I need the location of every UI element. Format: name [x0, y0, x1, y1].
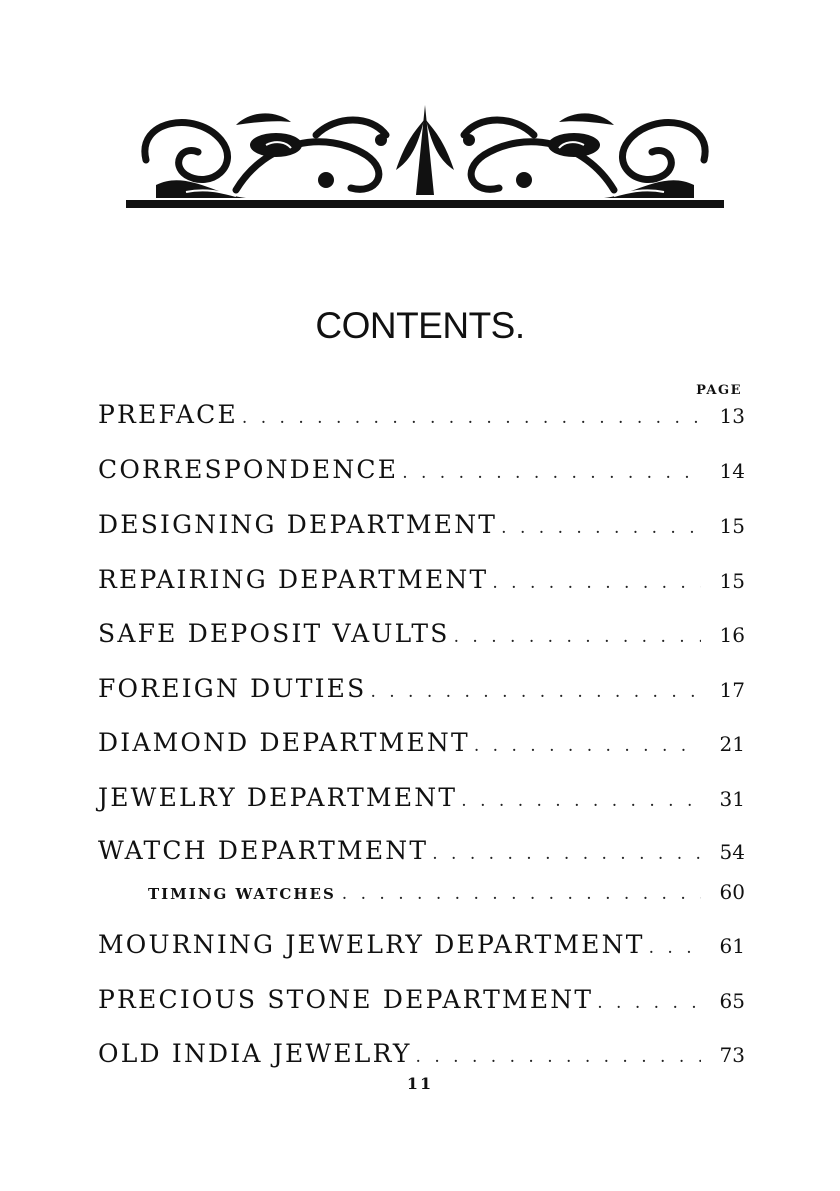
toc-entry-correspondence — [98, 455, 745, 484]
dot-leader — [454, 627, 701, 647]
toc-entry-watch-department — [98, 836, 745, 865]
toc-entry-page: 17 — [719, 678, 745, 702]
dot-leader — [370, 682, 701, 702]
toc-entry-mourning-jewelry-department — [98, 930, 745, 959]
dot-leader — [432, 844, 701, 864]
toc-entry-label: CORRESPONDENCE — [98, 455, 399, 484]
toc-entry-label: FOREIGN DUTIES — [98, 674, 367, 703]
toc-entry-label: MOURNING JEWELRY DEPARTMENT — [98, 930, 645, 959]
page-column-label: PAGE — [696, 383, 742, 398]
toc-entry-page: 54 — [719, 840, 745, 864]
toc-entry-safe-deposit-vaults — [98, 619, 745, 648]
page-number: 11 — [406, 1074, 434, 1093]
toc-entry-label: DESIGNING DEPARTMENT — [98, 510, 498, 539]
toc-entry-precious-stone-department — [98, 985, 745, 1014]
dot-leader — [461, 791, 701, 811]
toc-entry-old-india-jewelry — [98, 1039, 745, 1068]
toc-entry-designing-department — [98, 510, 745, 539]
dot-leader — [416, 1047, 701, 1067]
toc-entry-page: 73 — [719, 1043, 745, 1067]
dot-leader — [501, 518, 701, 538]
toc-entry-page: 16 — [719, 623, 745, 647]
toc-entry-page: 31 — [719, 787, 745, 811]
toc-subentry-timing-watches — [148, 880, 745, 904]
toc-entry-page: 60 — [719, 880, 745, 904]
dot-leader — [402, 463, 701, 483]
toc-entry-page: 65 — [719, 989, 745, 1013]
toc-entry-page: 13 — [719, 404, 745, 428]
toc-entry-jewelry-department — [98, 783, 745, 812]
toc-entry-label: PREFACE — [98, 400, 238, 429]
toc-entry-page: 61 — [719, 934, 745, 958]
toc-entry-label: SAFE DEPOSIT VAULTS — [98, 619, 450, 648]
toc-entry-label: TIMING WATCHES — [148, 885, 336, 903]
toc-entry-page: 14 — [719, 459, 745, 483]
toc-entry-label: PRECIOUS STONE DEPARTMENT — [98, 985, 594, 1014]
toc-entry-label: DIAMOND DEPARTMENT — [98, 728, 470, 757]
toc-entry-label: WATCH DEPARTMENT — [98, 836, 429, 865]
dot-leader — [492, 573, 701, 593]
toc-entry-page: 15 — [719, 569, 745, 593]
toc-entry-label: OLD INDIA JEWELRY — [98, 1039, 412, 1068]
floral-scroll-ornament-icon — [126, 100, 724, 208]
dot-leader — [597, 993, 701, 1013]
page-title: CONTENTS. — [315, 305, 525, 346]
toc-entry-page: 21 — [719, 732, 745, 756]
toc-entry-diamond-department — [98, 728, 745, 757]
dot-leader — [242, 408, 701, 428]
toc-entry-label: REPAIRING DEPARTMENT — [98, 565, 489, 594]
dot-leader — [342, 884, 701, 904]
toc-entry-page: 15 — [719, 514, 745, 538]
toc-entry-label: JEWELRY DEPARTMENT — [98, 783, 458, 812]
toc-entry-foreign-duties — [98, 674, 745, 703]
toc-entry-repairing-department — [98, 565, 745, 594]
dot-leader — [649, 938, 701, 958]
dot-leader — [474, 736, 701, 756]
toc-entry-preface — [98, 400, 745, 429]
